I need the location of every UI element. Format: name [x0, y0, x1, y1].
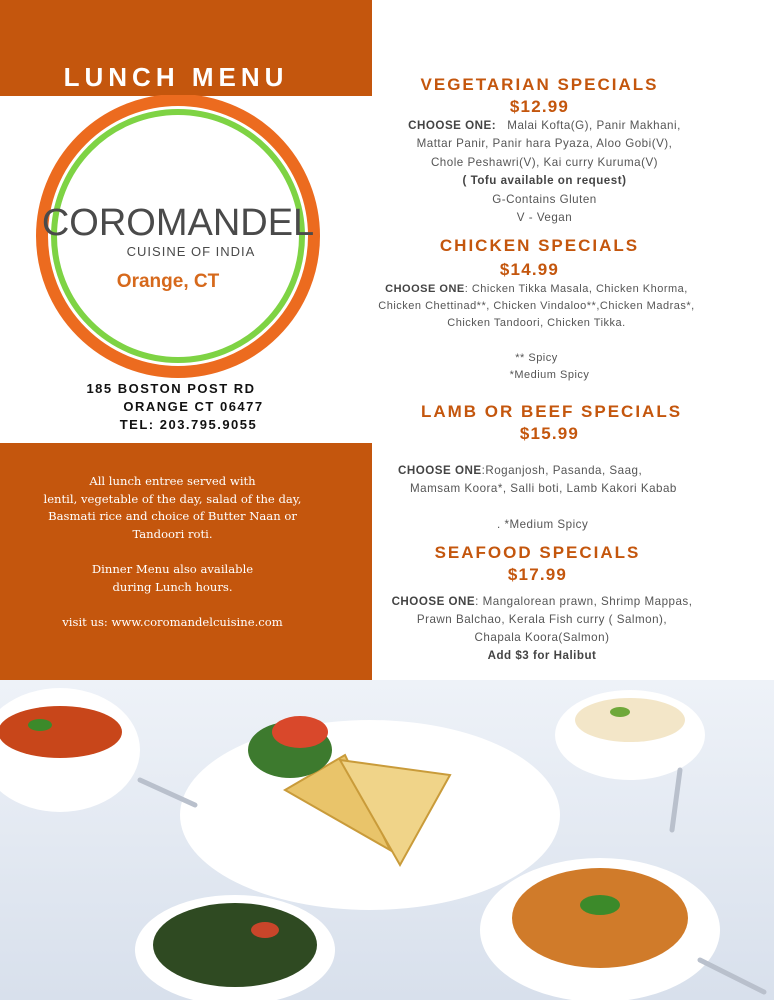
vegetarian-price: $12.99 — [509, 97, 570, 116]
info-dinner-line: during Lunch hours. — [112, 579, 233, 594]
lamb-beef-line: Mamsam Koora*, Salli boti, Lamb Kakori Kabab — [410, 482, 677, 495]
chicken-title: CHICKEN SPECIALS — [439, 236, 640, 255]
address-block — [0, 380, 372, 434]
choose-one-label: CHOOSE ONE — [398, 464, 482, 477]
lamb-beef-price: $15.99 — [519, 424, 580, 443]
chicken-line: Chicken Tandoori, Chicken Tikka. — [447, 317, 626, 330]
lamb-beef-line: :Roganjosh, Pasanda, Saag, — [481, 464, 643, 477]
address-city: ORANGE CT 06477 — [123, 399, 264, 414]
info-entree-line: Tandoori roti. — [132, 526, 213, 541]
logo-tagline: CUISINE OF INDIA — [126, 244, 256, 259]
info-text — [0, 473, 345, 649]
food-photo — [0, 680, 774, 1000]
logo-location: Orange, CT — [116, 271, 220, 292]
address-street: 185 BOSTON POST RD — [86, 381, 256, 396]
seafood-line: : Mangalorean prawn, Shrimp Mappas, — [475, 595, 693, 608]
chicken-price: $14.99 — [499, 260, 560, 279]
info-dinner-line: Dinner Menu also available — [91, 561, 254, 576]
lamb-beef-items — [372, 462, 712, 534]
seafood-price: $17.99 — [507, 565, 568, 584]
medium-spicy-note: *Medium Spicy — [509, 369, 590, 382]
tofu-note: ( Tofu available on request) — [462, 174, 627, 188]
choose-one-label: CHOOSE ONE — [391, 595, 476, 608]
chicken-line: : Chicken Tikka Masala, Chicken Khorma, — [464, 283, 688, 295]
choose-one-label: CHOOSE ONE — [385, 283, 465, 295]
info-entree-line: All lunch entree served with — [89, 474, 256, 488]
address-phone: TEL: 203.795.9055 — [119, 417, 258, 432]
vegan-note: V - Vegan — [516, 211, 573, 225]
seafood-line: Chapala Koora(Salmon) — [474, 631, 610, 644]
vegetarian-line: Malai Kofta(G), Panir Makhani, — [507, 119, 681, 132]
vegetarian-items — [372, 117, 717, 227]
restaurant-logo — [33, 95, 323, 385]
gluten-note: G-Contains Gluten — [492, 192, 597, 206]
vegetarian-line: Mattar Panir, Panir hara Pyaza, Aloo Gobi(V), — [416, 137, 673, 151]
seafood-line: Prawn Balchao, Kerala Fish curry ( Salmon), — [416, 613, 668, 626]
chicken-line: Chicken Chettinad**, Chicken Vindaloo**,Chicken Madras*, — [378, 300, 695, 313]
vegetarian-title: VEGETARIAN SPECIALS — [420, 75, 659, 94]
spicy-note: ** Spicy — [515, 351, 558, 364]
lamb-beef-title: LAMB OR BEEF SPECIALS — [420, 402, 683, 421]
logo-name: COROMANDEL — [41, 202, 315, 244]
info-entree-line: Basmati rice and choice of Butter Naan or — [48, 509, 297, 524]
seafood-title: SEAFOOD SPECIALS — [434, 543, 641, 562]
choose-one-label: CHOOSE ONE: — [408, 119, 497, 132]
halibut-note: Add $3 for Halibut — [487, 649, 597, 662]
website-link[interactable]: visit us: www.coromandelcuisine.com — [62, 614, 283, 629]
chicken-items — [364, 281, 709, 384]
medium-spicy-note: . *Medium Spicy — [497, 518, 589, 531]
vegetarian-line: Chole Peshawri(V), Kai curry Kuruma(V) — [430, 155, 659, 169]
info-entree-line: lentil, vegetable of the day, salad of the day, — [43, 491, 302, 506]
page-title: LUNCH MENU — [63, 62, 289, 92]
seafood-items — [372, 593, 712, 665]
